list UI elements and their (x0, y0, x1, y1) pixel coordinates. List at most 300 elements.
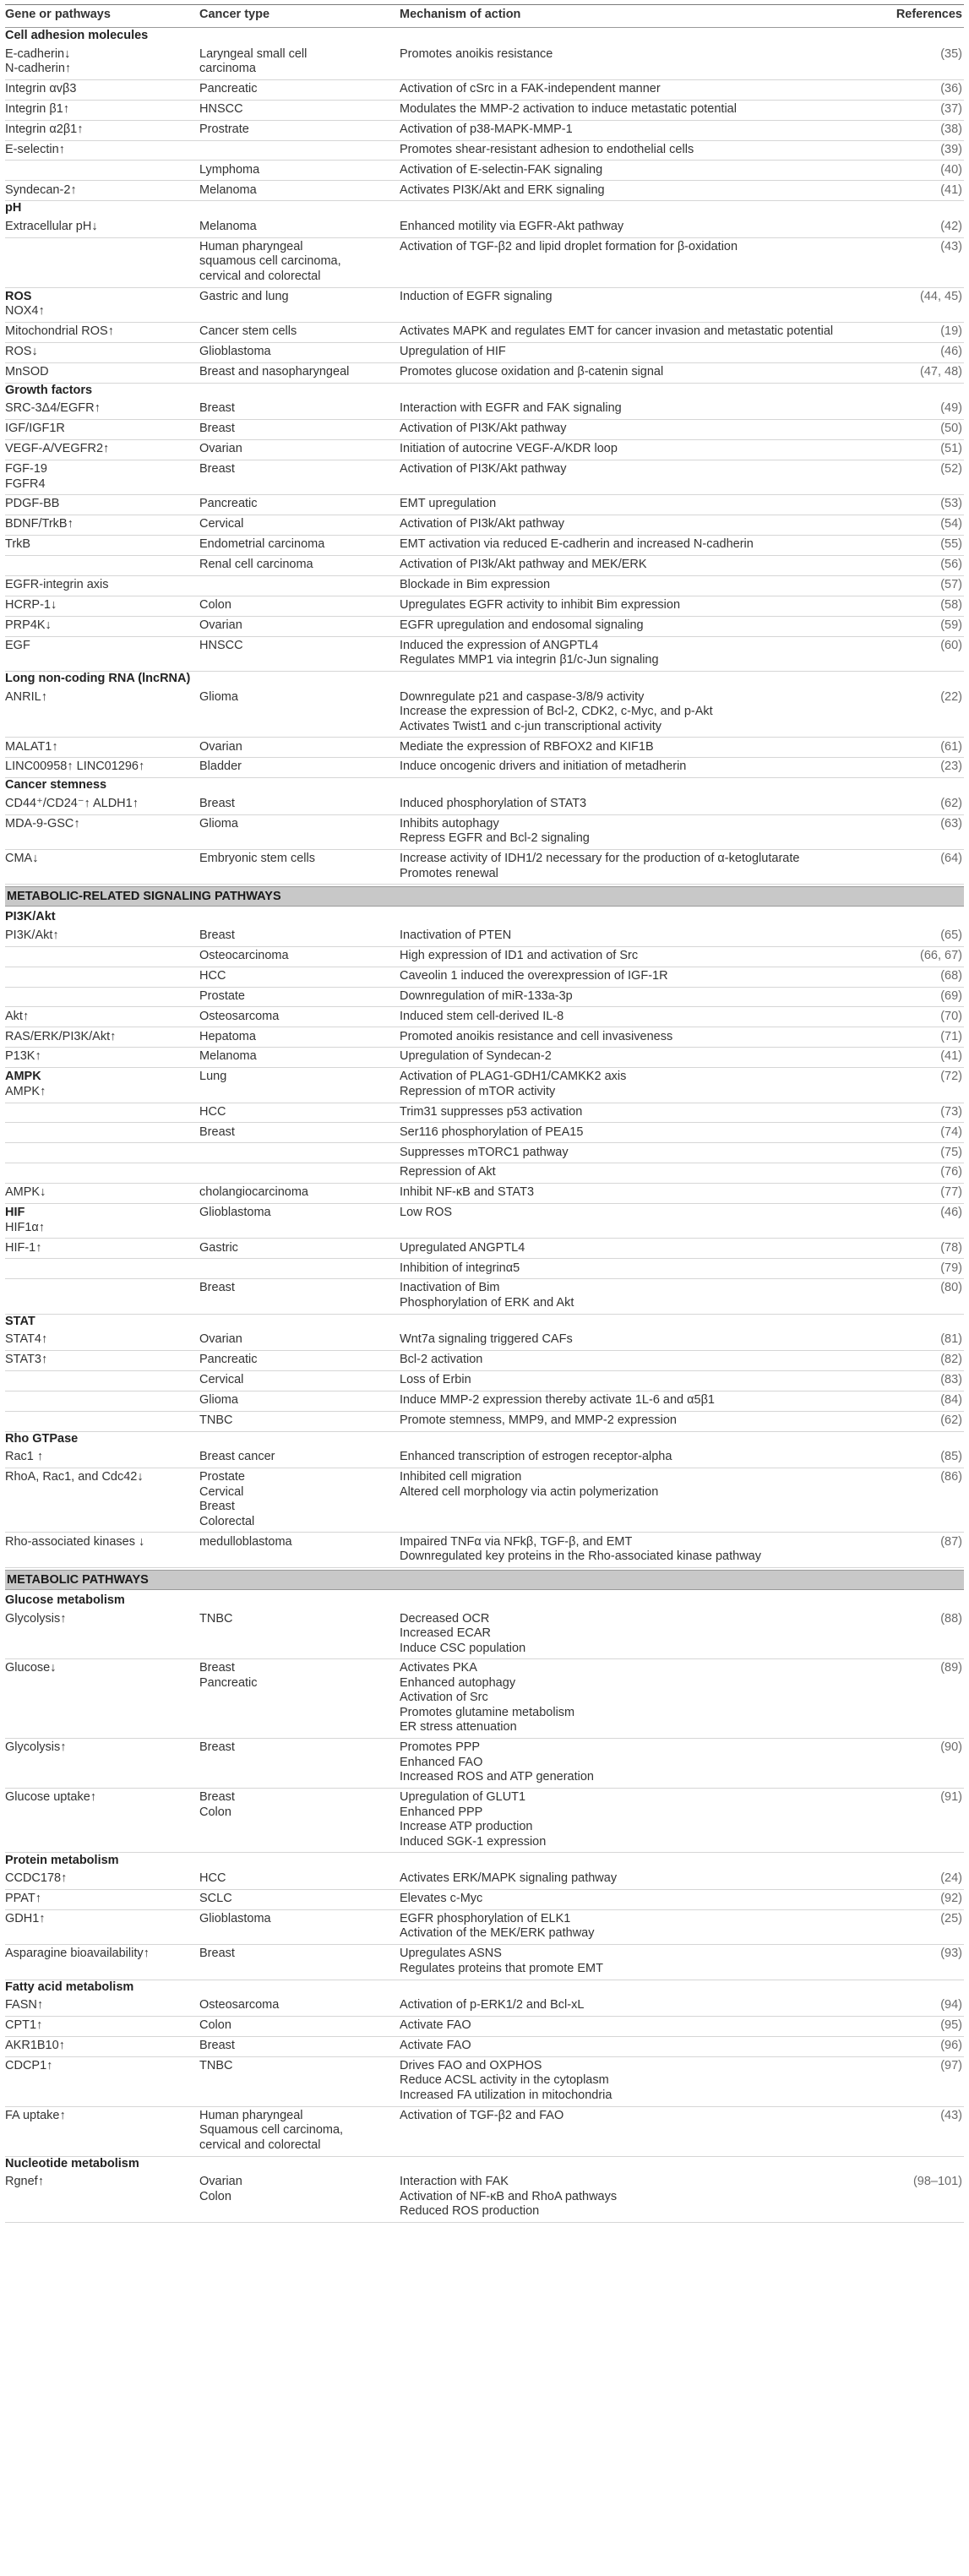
reference-cell: (94) (940, 1998, 962, 2012)
header-references: References (896, 8, 962, 21)
reference-cell: (97) (940, 2058, 962, 2072)
mechanism-cell-line: Trim31 suppresses p53 activation (400, 1104, 583, 1119)
gene-cell-line: HIF1α↑ (5, 1220, 46, 1234)
gene-cell-line: AMPK↓ (5, 1185, 46, 1200)
reference-cell: (22) (940, 689, 962, 704)
mechanism-cell (400, 852, 799, 881)
gene-cell-line: AKR1B10↑ (5, 2039, 65, 2053)
cancer-type-cell-line: Glioma (199, 816, 238, 831)
mechanism-cell-line: Inhibited cell migration (400, 1470, 522, 1484)
mechanism-cell-line: Promotes renewal (400, 866, 498, 880)
mechanism-cell-line: Enhanced PPP (400, 1805, 483, 1819)
cancer-type-cell (199, 1740, 235, 1756)
reference-cell: (73) (940, 1104, 962, 1119)
cancer-type-cell-line: Lymphoma (199, 162, 260, 177)
cancer-type-cell-line: Breast (199, 1500, 235, 1514)
table-row (5, 688, 964, 738)
table-row (5, 419, 964, 440)
cancer-type-cell-line: HNSCC (199, 638, 243, 652)
cancer-type-cell (199, 290, 289, 305)
table-row (5, 515, 964, 536)
mechanism-cell-line: High expression of ID1 and activation of Src (400, 948, 639, 962)
section-subheading: Fatty acid metabolism (5, 1980, 134, 1994)
mechanism-cell (400, 537, 754, 553)
cancer-type-cell-line: Prostrate (199, 122, 249, 136)
gene-cell-line: FGFR4 (5, 477, 46, 491)
mechanism-cell-line: Activation of PI3k/Akt pathway (400, 517, 565, 531)
mechanism-cell (400, 1892, 482, 1907)
mechanism-cell (400, 422, 566, 437)
table-row (5, 1370, 964, 1391)
mechanism-cell-line: Activation of PI3K/Akt pathway (400, 422, 567, 436)
gene-cell-line: CPT1↑ (5, 2018, 43, 2033)
cancer-type-cell (199, 690, 238, 705)
reference-cell: (43) (940, 239, 962, 253)
mechanism-cell (400, 2018, 471, 2034)
table-row (5, 1183, 964, 1204)
section-banner: METABOLIC-RELATED SIGNALING PATHWAYS (5, 886, 964, 907)
gene-cell-line: ROS↓ (5, 345, 38, 359)
gene-cell-line: PPAT↑ (5, 1892, 41, 1906)
mechanism-cell-line: Upregulated ANGPTL4 (400, 1240, 525, 1255)
table-row (5, 814, 964, 850)
gene-cell-line: EGFR-integrin axis (5, 578, 109, 592)
header-mechanism: Mechanism of action (400, 8, 521, 21)
gene-cell-line: Asparagine bioavailability↑ (5, 1947, 150, 1961)
cancer-type-cell (199, 183, 257, 199)
cancer-type-cell (199, 220, 257, 235)
cancer-type-cell (199, 1105, 226, 1120)
mechanism-cell (400, 442, 618, 457)
cancer-type-cell-line: Endometrial carcinoma (199, 537, 325, 552)
table-row (5, 120, 964, 141)
gene-cell (5, 929, 59, 944)
mechanism-cell-line: Promote stemness, MMP9, and MMP-2 expression (400, 1413, 677, 1427)
mechanism-cell-line: Suppresses mTORC1 pathway (400, 1145, 569, 1159)
gene-cell (5, 618, 52, 634)
reference-cell: (55) (940, 537, 962, 552)
cancer-type-cell-line: Cervical (199, 1484, 244, 1499)
cancer-type-cell (199, 324, 297, 340)
mechanism-cell (400, 2175, 617, 2219)
mechanism-cell (400, 618, 644, 634)
mechanism-cell (400, 1261, 520, 1277)
cancer-type-cell-line: Glioma (199, 689, 238, 704)
table-row (5, 237, 964, 288)
gene-cell-line: CCDC178↑ (5, 1871, 68, 1886)
gene-cell (5, 1470, 144, 1485)
gene-cell (5, 852, 38, 867)
reference-cell: (47, 48) (920, 364, 962, 379)
mechanism-cell-line: Activation of cSrc in a FAK-independent manner (400, 82, 661, 96)
cancer-type-cell (199, 1393, 238, 1408)
cancer-type-cell-line: Colon (199, 2189, 231, 2203)
gene-cell-line: E-cadherin↓ (5, 46, 71, 61)
mechanism-cell-line: Inhibition of integrinα5 (400, 1261, 520, 1275)
cancer-type-cell (199, 852, 315, 867)
cancer-type-cell-line: Breast (199, 2039, 235, 2053)
cancer-type-cell (199, 1470, 254, 1529)
reference-cell: (72) (940, 1070, 962, 1084)
table-row (5, 596, 964, 617)
gene-cell-line: E-selectin↑ (5, 142, 65, 156)
table-header (5, 8, 964, 28)
reference-cell: (24) (940, 1871, 962, 1886)
cancer-type-cell (199, 1281, 235, 1296)
cancer-type-cell-line: cervical and colorectal (199, 269, 321, 283)
gene-cell (5, 1450, 43, 1465)
mechanism-cell (400, 2059, 612, 2104)
cancer-type-cell (199, 1185, 308, 1201)
table-row (5, 946, 964, 967)
table-row (5, 1391, 964, 1412)
section-subheading: Cancer stemness (5, 778, 107, 792)
mechanism-cell-line: Activate FAO (400, 2039, 471, 2053)
mechanism-cell (400, 1998, 584, 2013)
cancer-type-cell (199, 1871, 226, 1887)
cancer-type-cell-line: cholangiocarcinoma (199, 1185, 308, 1200)
table-row (5, 1411, 964, 1432)
section-subheading: STAT (5, 1314, 35, 1328)
table-row (5, 1533, 964, 1568)
gene-cell-line: HCRP-1↓ (5, 597, 57, 612)
reference-cell: (62) (940, 796, 962, 810)
gene-cell (5, 598, 57, 613)
cancer-type-cell (199, 740, 242, 755)
reference-cell: (23) (940, 760, 962, 774)
table-row (5, 737, 964, 758)
gene-cell-line: STAT3↑ (5, 1353, 48, 1367)
mechanism-cell (400, 220, 623, 235)
table-row (5, 757, 964, 778)
mechanism-cell (400, 1105, 582, 1120)
reference-cell: (82) (940, 1353, 962, 1367)
mechanism-cell-line: Altered cell morphology via actin polymerization (400, 1484, 659, 1499)
table-top-rule (5, 4, 964, 5)
table-row (5, 1027, 964, 1048)
gene-cell (5, 345, 38, 360)
mechanism-cell (400, 598, 680, 613)
table-row (5, 1996, 964, 2017)
reference-cell: (90) (940, 1740, 962, 1755)
gene-cell (5, 1740, 67, 1756)
reference-cell: (68) (940, 968, 962, 983)
gene-cell (5, 797, 139, 812)
gene-cell-line: Syndecan-2↑ (5, 182, 77, 197)
cancer-type-cell (199, 949, 289, 964)
table-row (5, 636, 964, 672)
mechanism-cell-line: Repression of Akt (400, 1165, 496, 1179)
reference-cell: (35) (940, 46, 962, 61)
mechanism-cell-line: Elevates c-Myc (400, 1892, 483, 1906)
table-row (5, 1163, 964, 1184)
table-row (5, 2172, 964, 2223)
mechanism-cell-line: Promotes anoikis resistance (400, 46, 553, 61)
mechanism-cell (400, 1281, 574, 1310)
gene-cell-line: PI3K/Akt↑ (5, 929, 59, 943)
reference-cell: (91) (940, 1790, 962, 1805)
cancer-type-cell-line: Breast (199, 1661, 235, 1675)
gene-cell (5, 537, 30, 553)
mechanism-cell-line: Activation of PI3K/Akt pathway (400, 462, 567, 477)
cancer-type-cell (199, 2059, 232, 2074)
table-row (5, 1468, 964, 1533)
table-row (5, 1447, 964, 1468)
cancer-type-cell-line: Glioma (199, 1393, 238, 1408)
cancer-type-cell-line: Melanoma (199, 1049, 257, 1064)
gene-cell-line: MDA-9-GSC↑ (5, 816, 80, 831)
cancer-type-cell (199, 2039, 235, 2054)
gene-cell-line: AMPK↑ (5, 1084, 46, 1098)
cancer-type-cell (199, 1947, 235, 1962)
mechanism-cell-line: Increase ATP production (400, 1820, 533, 1834)
cancer-type-cell (199, 442, 242, 457)
gene-cell-line: Mitochondrial ROS↑ (5, 324, 114, 339)
gene-cell (5, 740, 58, 755)
table-row (5, 342, 964, 363)
gene-cell (5, 1661, 56, 1676)
mechanism-cell-line: Activates ERK/MAPK signaling pathway (400, 1871, 618, 1886)
gene-cell-line: CDCP1↑ (5, 2058, 53, 2072)
cancer-type-cell-line: Colon (199, 1805, 231, 1819)
reference-cell: (64) (940, 852, 962, 866)
reference-cell: (62) (940, 1413, 962, 1427)
mechanism-cell (400, 1241, 525, 1256)
gene-cell-line: Rac1 ↑ (5, 1450, 44, 1464)
mechanism-cell (400, 1612, 525, 1657)
gene-cell (5, 497, 59, 512)
cancer-type-cell-line: Gastric and lung (199, 289, 289, 303)
gene-cell (5, 1947, 150, 1962)
mechanism-cell-line: Downregulate p21 and caspase-3/8/9 activity (400, 689, 645, 704)
gene-cell (5, 1010, 29, 1025)
mechanism-cell-line: Upregulation of Syndecan-2 (400, 1049, 552, 1064)
mechanism-cell-line: Activation of p38-MAPK-MMP-1 (400, 122, 573, 136)
gene-cell-line: MALAT1↑ (5, 739, 58, 754)
table-row (5, 1889, 964, 1910)
mechanism-cell-line: EGFR upregulation and endosomal signaling (400, 618, 644, 632)
gene-cell (5, 1790, 96, 1805)
cancer-type-cell-line: HNSCC (199, 101, 243, 116)
reference-cell: (66, 67) (920, 948, 962, 962)
table-row (5, 1944, 964, 1980)
reference-cell: (46) (940, 345, 962, 359)
mechanism-cell-line: Wnt7a signaling triggered CAFs (400, 1332, 573, 1347)
mechanism-cell (400, 690, 713, 735)
table-row (5, 1007, 964, 1028)
mechanism-cell (400, 401, 622, 417)
cancer-type-cell-line: Breast (199, 1790, 235, 1805)
gene-cell-line: IGF/IGF1R (5, 422, 65, 436)
mechanism-cell-line: Reduce ACSL activity in the cytoplasm (400, 2073, 609, 2088)
cancer-type-cell-line: Breast (199, 422, 235, 436)
mechanism-cell-line: Downregulation of miR-133a-3p (400, 988, 573, 1003)
table-row (5, 460, 964, 495)
cancer-type-cell-line: Breast (199, 796, 235, 810)
mechanism-cell-line: Modulates the MMP-2 activation to induce metastatic potential (400, 101, 737, 116)
cancer-type-cell-line: Breast (199, 929, 235, 943)
reference-cell: (44, 45) (920, 289, 962, 303)
gene-cell (5, 1892, 41, 1907)
cancer-type-cell-line: SCLC (199, 1892, 232, 1906)
gene-cell-line: TrkB (5, 537, 31, 552)
mechanism-cell-line: Impaired TNFα via NFkβ, TGF-β, and EMT (400, 1534, 633, 1549)
reference-cell: (46) (940, 1206, 962, 1220)
mechanism-cell-line: Induced the expression of ANGPTL4 (400, 638, 599, 652)
mechanism-cell (400, 760, 686, 775)
table-row (5, 1909, 964, 1945)
mechanism-cell-line: Inactivation of Bim (400, 1281, 500, 1295)
cancer-type-cell (199, 1612, 232, 1627)
table-row (5, 1258, 964, 1279)
cancer-type-cell-line: Gastric (199, 1240, 238, 1255)
cancer-type-cell-line: HCC (199, 1871, 226, 1886)
reference-cell: (41) (940, 1049, 962, 1064)
mechanism-cell (400, 2109, 563, 2124)
table-row (5, 849, 964, 885)
gene-cell-line: N-cadherin↑ (5, 62, 72, 76)
cancer-type-cell-line: Glioblastoma (199, 1206, 271, 1220)
mechanism-cell-line: Increased ROS and ATP generation (400, 1770, 594, 1784)
mechanism-cell (400, 1535, 761, 1565)
cancer-type-cell-line: Osteocarcinoma (199, 948, 289, 962)
mechanism-cell-line: Activation of PLAG1-GDH1/CAMKK2 axis (400, 1070, 627, 1084)
mechanism-cell-line: Activation of TGF-β2 and lipid droplet formation for β-oxidation (400, 239, 738, 253)
mechanism-cell (400, 324, 833, 340)
mechanism-cell (400, 123, 573, 138)
cancer-type-cell (199, 1206, 271, 1221)
cancer-type-cell (199, 1332, 242, 1348)
reference-cell: (77) (940, 1185, 962, 1200)
reference-cell: (78) (940, 1240, 962, 1255)
cancer-type-cell-line: Human pharyngeal (199, 239, 303, 253)
mechanism-cell (400, 517, 564, 532)
header-gene: Gene or pathways (5, 8, 111, 21)
gene-cell-line: PDGF-BB (5, 497, 60, 511)
gene-cell-line: GDH1↑ (5, 1911, 46, 1925)
cancer-type-cell-line: squamous cell carcinoma, (199, 254, 341, 269)
table-row (5, 555, 964, 576)
cancer-type-cell (199, 1661, 258, 1691)
mechanism-cell (400, 1740, 594, 1785)
mechanism-cell-line: Induce CSC population (400, 1641, 526, 1655)
mechanism-cell (400, 163, 602, 178)
reference-cell: (56) (940, 558, 962, 572)
reference-cell: (83) (940, 1373, 962, 1387)
table-row (5, 439, 964, 460)
table-row (5, 1203, 964, 1239)
gene-cell (5, 462, 47, 492)
reference-cell: (86) (940, 1470, 962, 1484)
mechanism-cell-line: Promotes PPP (400, 1740, 481, 1755)
gene-cell (5, 401, 101, 417)
table-row (5, 1103, 964, 1124)
reference-cell: (93) (940, 1947, 962, 1961)
reference-cell: (19) (940, 324, 962, 339)
header-cancer-type: Cancer type (199, 8, 270, 21)
section-subheading: Growth factors (5, 383, 93, 397)
cancer-type-cell-line: Melanoma (199, 219, 257, 233)
mechanism-cell-line: Activation of NF-κB and RhoA pathways (400, 2189, 618, 2203)
gene-cell (5, 2018, 42, 2034)
mechanism-cell-line: Mediate the expression of RBFOX2 and KIF1B (400, 739, 654, 754)
table-row (5, 1278, 964, 1314)
cancer-type-cell (199, 240, 341, 285)
gene-cell (5, 183, 77, 199)
gene-cell-line: FASN↑ (5, 1998, 44, 2012)
gene-cell (5, 1030, 116, 1045)
reference-cell: (88) (940, 1611, 962, 1626)
cancer-type-cell-line: Breast (199, 1125, 235, 1139)
mechanism-cell-line: Promotes glucose oxidation and β-catenin signal (400, 364, 664, 379)
mechanism-cell (400, 1146, 569, 1161)
gene-cell (5, 2175, 44, 2190)
mechanism-cell (400, 143, 694, 158)
reference-cell: (61) (940, 739, 962, 754)
cancer-type-cell (199, 1535, 292, 1550)
gene-cell (5, 102, 69, 117)
mechanism-cell-line: Blockade in Bim expression (400, 578, 551, 592)
reference-cell: (71) (940, 1029, 962, 1043)
cancer-type-cell (199, 2018, 231, 2034)
mechanism-cell (400, 797, 586, 812)
cancer-type-cell (199, 2109, 343, 2154)
gene-cell-line: ANRIL↑ (5, 689, 47, 704)
mechanism-cell-line: Interaction with FAK (400, 2175, 509, 2189)
cancer-type-cell-line: Breast (199, 462, 235, 477)
cancer-type-cell-line: Prostate (199, 988, 245, 1003)
mechanism-cell (400, 102, 737, 117)
cancer-type-cell-line: Osteosarcoma (199, 1009, 280, 1023)
gene-cell-line: MnSOD (5, 364, 49, 379)
mechanism-cell-line: Bcl-2 activation (400, 1353, 483, 1367)
gene-cell (5, 760, 144, 775)
cancer-type-cell-line: Lung (199, 1070, 227, 1084)
gene-cell-line: Glycolysis↑ (5, 1740, 67, 1755)
mechanism-cell-line: Induce MMP-2 expression thereby activate 1L-6 and α5β1 (400, 1393, 715, 1408)
gene-cell (5, 143, 65, 158)
gene-cell (5, 2109, 66, 2124)
mechanism-cell (400, 740, 654, 755)
mechanism-cell (400, 1470, 658, 1500)
mechanism-cell-line: Induced SGK-1 expression (400, 1834, 547, 1849)
table-row (5, 535, 964, 556)
mechanism-cell (400, 1373, 471, 1388)
table-row (5, 1067, 964, 1103)
mechanism-cell (400, 929, 511, 944)
gene-cell (5, 82, 76, 97)
gene-cell (5, 1332, 47, 1348)
gene-cell (5, 1206, 45, 1235)
mechanism-cell-line: Increased FA utilization in mitochondria (400, 2088, 612, 2102)
mechanism-cell (400, 1030, 672, 1045)
mechanism-cell-line: Promotes shear-resistant adhesion to endothelial cells (400, 142, 694, 156)
section-subheading: Long non-coding RNA (lncRNA) (5, 672, 191, 685)
section-subheading: Glucose metabolism (5, 1593, 125, 1607)
mechanism-cell (400, 639, 659, 668)
gene-cell-line: VEGF-A/VEGFR2↑ (5, 442, 110, 456)
cancer-type-cell (199, 1373, 243, 1388)
cancer-type-cell (199, 598, 231, 613)
cancer-type-cell-line: carcinoma (199, 62, 256, 76)
table-row (5, 987, 964, 1008)
reference-cell: (38) (940, 122, 962, 136)
reference-cell: (49) (940, 401, 962, 416)
cancer-type-cell (199, 1070, 226, 1085)
mechanism-cell-line: Upregulates EGFR activity to inhibit Bim expression (400, 597, 681, 612)
gene-cell-line: Glucose uptake↑ (5, 1790, 97, 1805)
reference-cell: (70) (940, 1009, 962, 1023)
